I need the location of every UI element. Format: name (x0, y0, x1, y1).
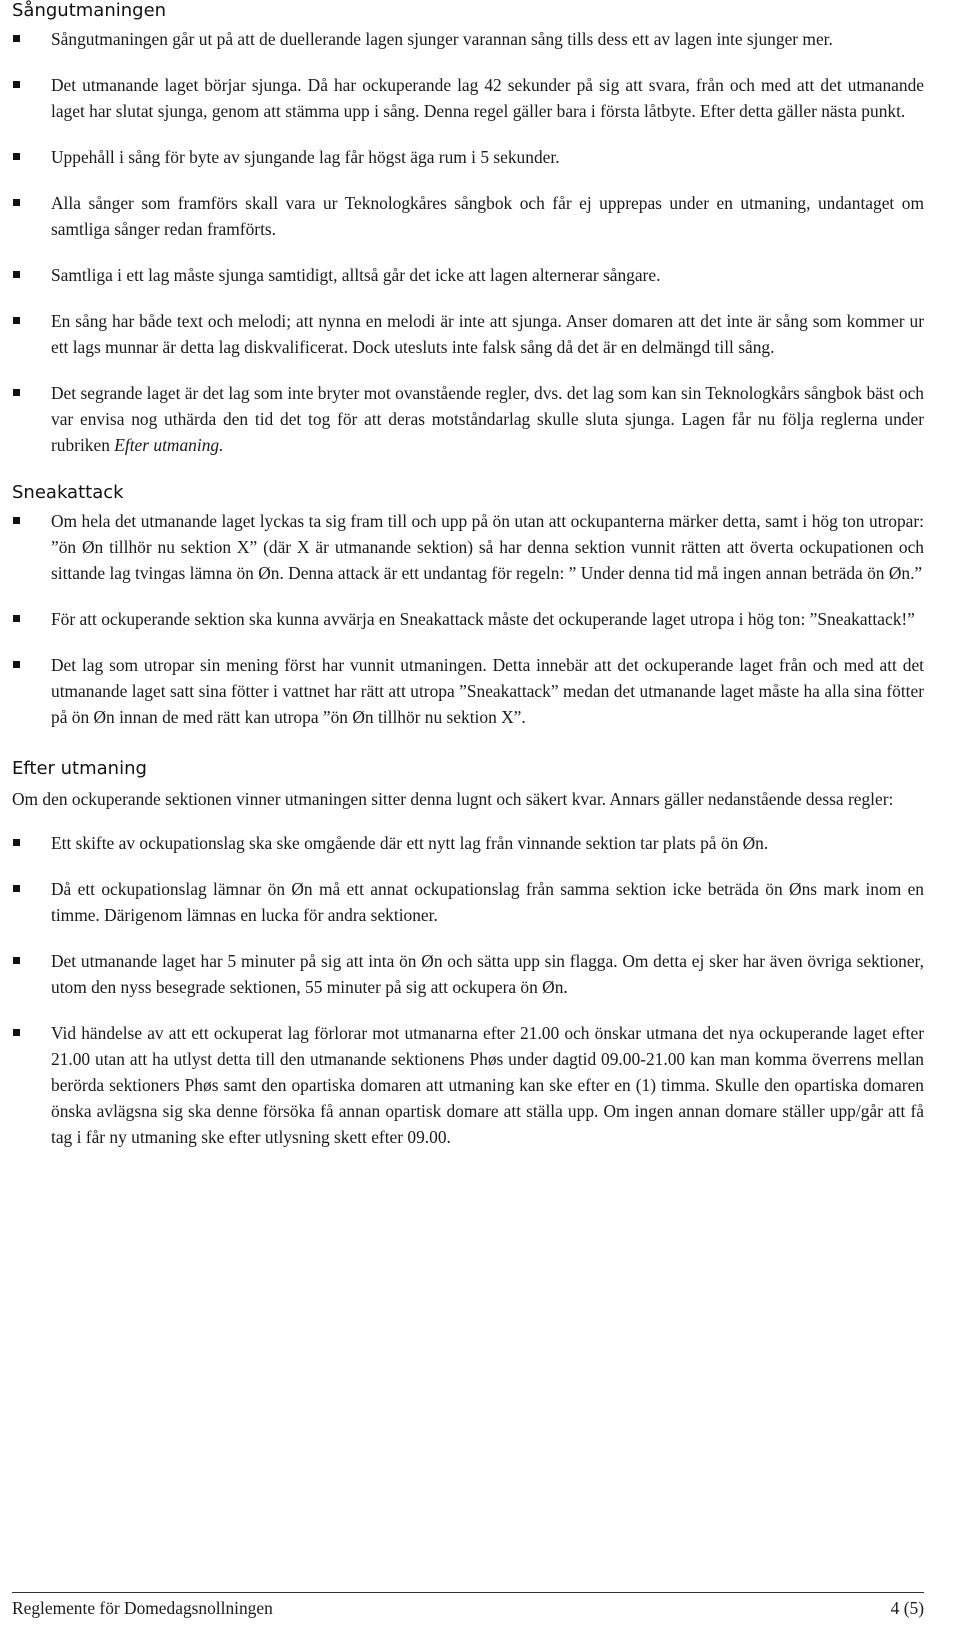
list-item (12, 190, 924, 242)
list-item-text: Vid händelse av att ett ockuperat lag förlorar mot utmanarna efter 21.00 och önskar utmana det nya ockuperande laget efter 21.00 utan att ha utlyst detta till den utmanande sektionens Phøs under dagtid 09.00-21.00 kan man komma överrens mellan berörda sektioners Phøs samt den opartiska domaren att utmaning kan ske efter en (1) timma. Skulle den opartiska domaren önska avlägsna sig ska denne försöka få annan opartisk domare att ställa upp. Om ingen annan domare ställer upp/går att få tag i får ny utmaning ske efter utlysning skett efter 09.00. (51, 1023, 924, 1147)
bullet-icon (13, 661, 20, 668)
page-number: 4 (5) (890, 1598, 924, 1618)
bullet-icon (13, 81, 20, 88)
list-item-text: Det lag som utropar sin mening först har vunnit utmaningen. Detta innebär att det ockuperande laget från och med att det utmanande laget satt sina fötter i vattnet har rätt att utropa ”Sneakattack” medan det utmanande laget måste ha alla sina fötter på ön Øn innan de med rätt kan utropa ”ön Øn tillhör nu sektion X”. (51, 655, 924, 727)
bullet-icon (13, 389, 20, 396)
section-intro: Om den ockuperande sektionen vinner utmaningen sitter denna lugnt och säkert kvar. Annars gäller nedanstående dessa regler: (12, 789, 894, 809)
list-item (12, 380, 924, 458)
list-item (12, 652, 924, 730)
list-item-text: Ett skifte av ockupationslag ska ske omgående där ett nytt lag från vinnande sektion tar plats på ön Øn. (51, 833, 769, 853)
bullet-icon (13, 517, 20, 524)
bullet-icon (13, 885, 20, 892)
footer-title: Reglemente för Domedagsnollningen (12, 1598, 273, 1618)
list-item-text: Uppehåll i sång för byte av sjungande lag får högst äga rum i 5 sekunder. (51, 147, 560, 167)
rule-list (12, 26, 924, 458)
list-item (12, 308, 924, 360)
list-item-text: En sång har både text och melodi; att nynna en melodi är inte att sjunga. Anser domaren att det inte är sång som kommer ur ett lags munnar är detta lag diskvalificerat. Dock utesluts inte falsk sång då det är en delmängd till sång. (51, 311, 924, 357)
list-item (12, 606, 924, 632)
section-heading-efter-utmaning: Efter utmaning (12, 758, 147, 779)
list-item (12, 72, 924, 124)
list-item-text: Alla sånger som framförs skall vara ur Teknologkåres sångbok och får ej upprepas under en utmaning, undantaget om samtliga sånger redan framförts. (51, 193, 924, 239)
list-item (12, 830, 924, 856)
list-item (12, 144, 924, 170)
list-item-text: För att ockuperande sektion ska kunna avvärja en Sneakattack måste det ockuperande laget utropa i hög ton: ”Sneakattack!” (51, 609, 915, 629)
section-heading-sangutmaningen: Sångutmaningen (12, 0, 167, 21)
list-item (12, 948, 924, 1000)
list-item-emphasis: Efter utmaning. (114, 435, 224, 455)
bullet-icon (13, 957, 20, 964)
list-item (12, 26, 924, 52)
bullet-icon (13, 199, 20, 206)
list-item (12, 1020, 924, 1150)
bullet-icon (13, 271, 20, 278)
list-item-text: Samtliga i ett lag måste sjunga samtidigt, alltså går det icke att lagen alternerar sångare. (51, 265, 661, 285)
list-item-text: Det utmanande laget har 5 minuter på sig att inta ön Øn och sätta upp sin flagga. Om detta ej sker har även övriga sektioner, utom den nyss besegrade sektionen, 55 minuter på sig att ockupera ön Øn. (51, 951, 924, 997)
bullet-icon (13, 153, 20, 160)
list-item-text: Då ett ockupationslag lämnar ön Øn må ett annat ockupationslag från samma sektion icke beträda ön Øns mark inom en timme. Därigenom lämnas en lucka för andra sektioner. (51, 879, 924, 925)
bullet-icon (13, 615, 20, 622)
footer-divider (12, 1592, 924, 1593)
list-item (12, 508, 924, 586)
bullet-icon (13, 1029, 20, 1036)
page-footer (12, 1596, 924, 1620)
list-item-text: Sångutmaningen går ut på att de duellerande lagen sjunger varannan sång tills dess ett av lagen inte sjunger mer. (51, 29, 833, 49)
document-page (12, 0, 924, 1150)
bullet-icon (13, 839, 20, 846)
list-item-text: Det utmanande laget börjar sjunga. Då har ockuperande lag 42 sekunder på sig att svara, från och med att det utmanande laget har slutat sjunga, genom att stämma upp i sång. Denna regel gäller bara i första låtbyte. Efter detta gäller nästa punkt. (51, 75, 924, 121)
section-heading-sneakattack: Sneakattack (12, 482, 124, 503)
bullet-icon (13, 317, 20, 324)
list-item-text: Om hela det utmanande laget lyckas ta sig fram till och upp på ön utan att ockupanterna märker detta, samt i hög ton utropar: ”ön Øn tillhör nu sektion X” (där X är utmanande sektion) så har denna sektion vunnit rätten att överta ockupationen och sittande lag tvingas lämna ön Øn. Denna attack är ett undantag för regeln: ” Under denna tid må ingen annan beträda ön Øn.” (51, 511, 924, 583)
rule-list (12, 830, 924, 1150)
list-item (12, 876, 924, 928)
list-item-text: Det segrande laget är det lag som inte bryter mot ovanstående regler, dvs. det lag som kan sin Teknologkårs sångbok bäst och var envisa nog uthärda den tid det tog för att deras motståndarlag skulle sluta sjunga. Lagen får nu följa reglerna under rubriken (51, 383, 924, 455)
rule-list (12, 508, 924, 730)
list-item (12, 262, 924, 288)
bullet-icon (13, 35, 20, 42)
